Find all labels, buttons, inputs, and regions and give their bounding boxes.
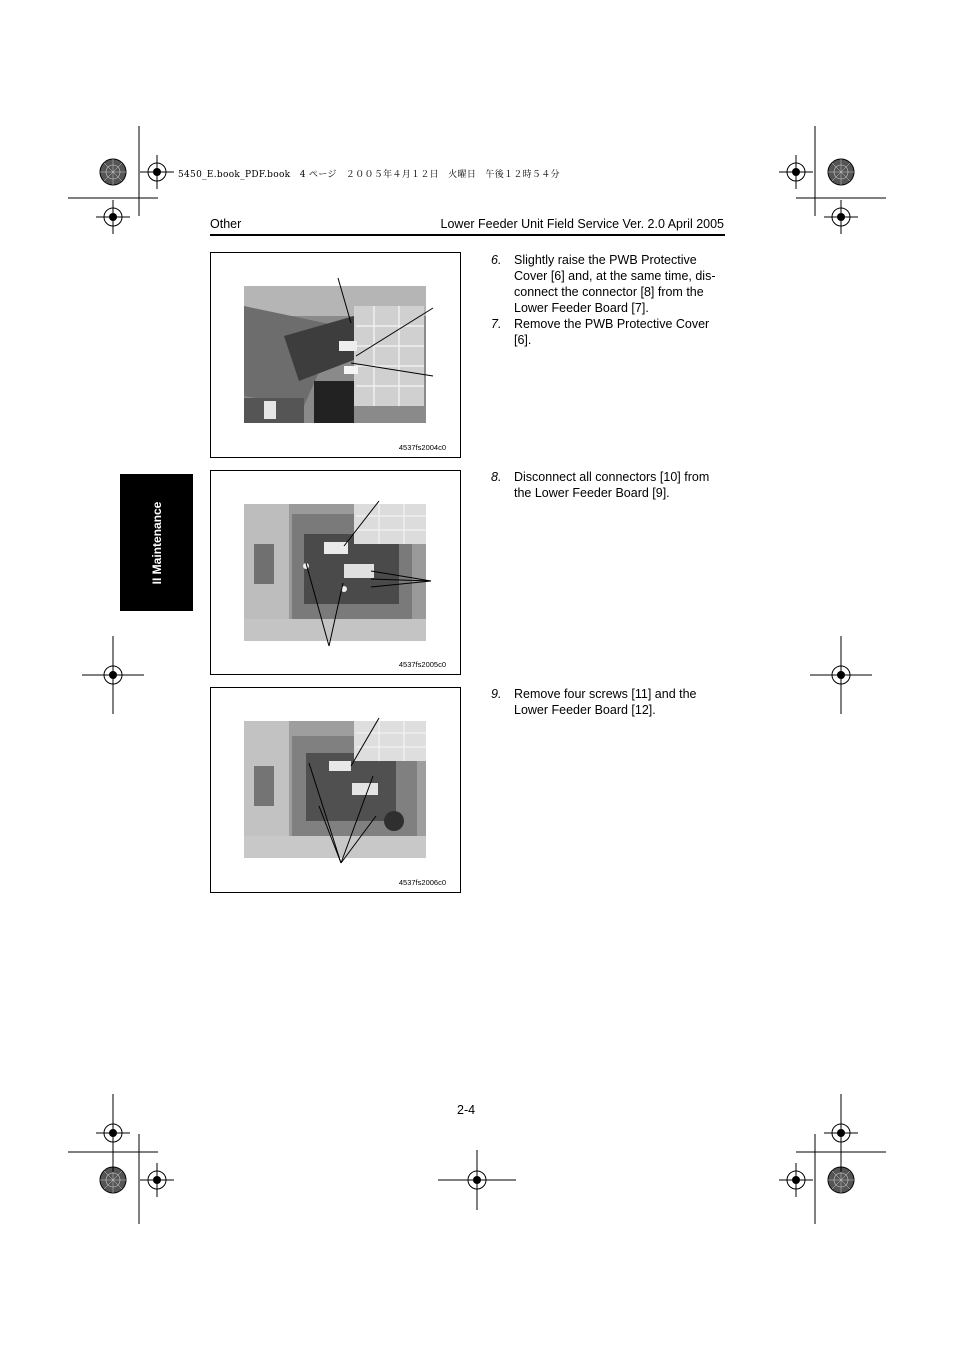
- step-8-number: 8.: [491, 470, 502, 484]
- figure-3-code: 4537fs2006c0: [398, 878, 446, 887]
- step-8-text: Disconnect all connectors [10] from the Lower Feeder Board [9].: [514, 470, 710, 500]
- step-9: [491, 686, 723, 718]
- figure-1-callouts: [211, 253, 460, 457]
- figure-2: [210, 470, 461, 675]
- figure-2-callouts: [211, 471, 460, 674]
- chapter-side-tab-label: II Maintenance: [149, 501, 164, 584]
- step-6-text: Slightly raise the PWB Protective Cover [6] and, at the same time, dis-connect the connector [8] from the Lower Feeder Board [7].: [514, 253, 716, 315]
- step-6: [491, 252, 723, 316]
- page-number: 2-4: [457, 1103, 476, 1117]
- header-section: Other: [210, 217, 242, 231]
- print-job-header: 5450_E.book_PDF.book 4 ページ ２００５年４月１２日 火曜日 午後１２時５４分: [178, 170, 560, 180]
- figure-2-code: 4537fs2005c0: [398, 660, 446, 669]
- figure-1-code: 4537fs2004c0: [398, 443, 446, 452]
- step-9-text: Remove four screws [11] and the Lower Feeder Board [12].: [514, 687, 697, 717]
- header-rule: [210, 234, 725, 236]
- step-8: [491, 469, 723, 501]
- step-7: [491, 316, 723, 348]
- step-9-number: 9.: [491, 687, 502, 701]
- step-6-number: 6.: [491, 253, 502, 267]
- step-7-number: 7.: [491, 317, 502, 331]
- figure-1: [210, 252, 461, 458]
- chapter-side-tab: [120, 474, 193, 611]
- figure-3: [210, 687, 461, 893]
- header-title: Lower Feeder Unit Field Service Ver. 2.0 April 2005: [440, 217, 724, 231]
- figure-3-callouts: [211, 688, 460, 892]
- step-7-text: Remove the PWB Protective Cover [6].: [514, 317, 710, 347]
